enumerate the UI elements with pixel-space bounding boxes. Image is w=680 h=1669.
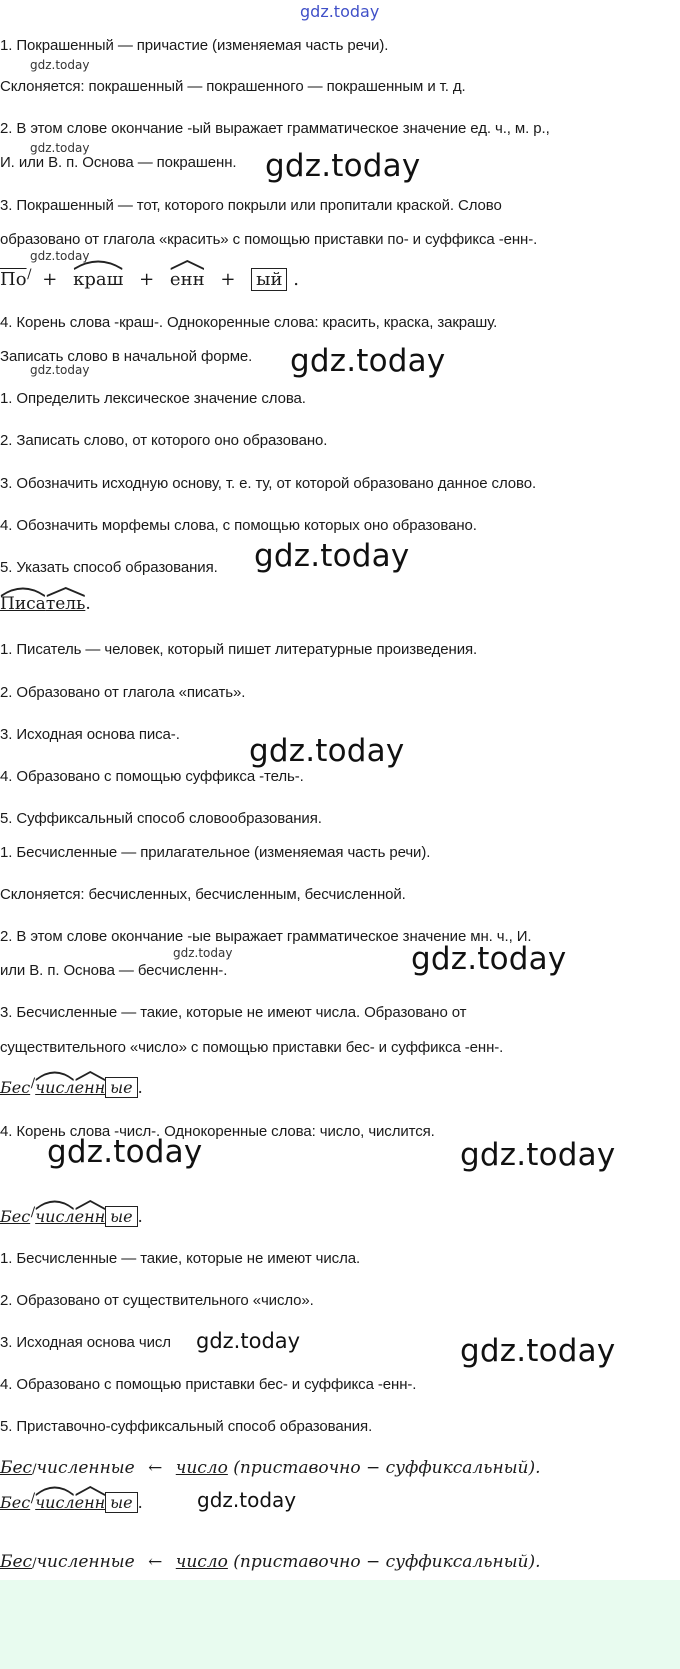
derivation-source: число	[175, 1552, 228, 1572]
suffix-mark: енн	[75, 1207, 106, 1226]
suffix-arc	[46, 587, 86, 597]
watermark-medium: gdz.today	[197, 1488, 297, 1512]
morpheme-scheme-beschislennye-3	[0, 1492, 143, 1513]
text-line: 5. Приставочно-суффиксальный способ образования.	[0, 1418, 373, 1435]
text-line: 3. Исходная основа писа-.	[0, 726, 180, 743]
derivation-note: (приставочно − суффиксальный).	[233, 1552, 541, 1572]
watermark-large: gdz.today	[47, 1134, 203, 1170]
stem-mark: Писа	[0, 594, 46, 614]
text-line: 3. Покрашенный — тот, которого покрыли или пропитали краской. Слово	[0, 197, 502, 214]
watermark-small: gdz.today	[173, 946, 233, 960]
prefix-mark: Бес /	[0, 1205, 36, 1226]
watermark-small: gdz.today	[30, 363, 90, 377]
text-line: 3. Исходная основа числ	[0, 1334, 171, 1351]
ending-box: ый	[251, 268, 287, 291]
text-line: 2. В этом слове окончание -ый выражает грамматическое значение ед. ч., м. р.,	[0, 120, 550, 137]
period: .	[293, 269, 299, 290]
watermark-large: gdz.today	[265, 148, 421, 184]
prefix-mark: Бес /	[0, 1491, 36, 1512]
text-line: 3. Бесчисленные — такие, которые не имеют числа. Образовано от	[0, 1004, 467, 1021]
watermark-large: gdz.today	[254, 538, 410, 574]
text-line: 1. Писатель — человек, который пишет литературные произведения.	[0, 641, 478, 658]
period: .	[137, 1207, 143, 1226]
suffix-arc	[75, 1200, 106, 1210]
morpheme-scheme-beschislennye	[0, 1077, 143, 1098]
suffix-mark: енн	[75, 1493, 106, 1512]
suffix-mark: енн	[170, 269, 205, 290]
text-line: 4. Образовано с помощью суффикса -тель-.	[0, 768, 304, 785]
text-line: 4. Обозначить морфемы слова, с помощью которых оно образовано.	[0, 517, 477, 534]
watermark-small: gdz.today	[30, 141, 90, 155]
suffix-arc	[75, 1486, 106, 1496]
ending-box: ые	[105, 1492, 138, 1513]
prefix-tick: /	[30, 1491, 36, 1506]
derivation-arrow: ←	[148, 1552, 163, 1572]
text-line: 1. Бесчисленные — такие, которые не имеют числа.	[0, 1250, 361, 1267]
suffix-mark: енн	[75, 1078, 106, 1097]
derivation-word: численные	[36, 1458, 135, 1478]
text-line: 4. Образовано с помощью приставки бес- и суффикса -енн-.	[0, 1376, 417, 1393]
text-line: или В. п. Основа — бесчисленн-.	[0, 962, 228, 979]
root-arc	[73, 260, 123, 270]
root-mark: краш	[73, 269, 123, 290]
derivation-note: (приставочно − суффиксальный).	[233, 1458, 541, 1478]
text-line: 4. Корень слова -числ-. Однокоренные слова: число, числится.	[0, 1123, 435, 1140]
text-line: образовано от глагола «красить» с помощью приставки по- и суффикса -енн-.	[0, 231, 538, 248]
plus-sign: +	[220, 269, 236, 290]
text-line: 5. Суффиксальный способ словообразования.	[0, 810, 322, 827]
suffix-mark: тель	[46, 594, 86, 614]
watermark-small: gdz.today	[30, 58, 90, 72]
suffix-arc	[170, 260, 205, 270]
watermark-large: gdz.today	[411, 941, 567, 977]
top-watermark: gdz.today	[300, 2, 380, 21]
prefix-tick: /	[30, 1076, 36, 1091]
period: .	[85, 594, 91, 614]
ending-box: ые	[105, 1206, 138, 1227]
watermark-small: gdz.today	[30, 249, 90, 263]
root-mark: числ	[35, 1493, 74, 1512]
derivation-line	[0, 1458, 541, 1478]
text-line: существительного «число» с помощью приставки бес- и суффикса -енн-.	[0, 1039, 504, 1056]
text-line: 1. Покрашенный — причастие (изменяемая часть речи).	[0, 37, 389, 54]
prefix-mark: Бес /	[0, 1076, 36, 1097]
plus-sign: +	[42, 269, 58, 290]
text-line: 2. В этом слове окончание -ые выражает грамматическое значение мн. ч., И.	[0, 928, 532, 945]
period: .	[137, 1493, 143, 1512]
text-line: 3. Обозначить исходную основу, т. е. ту, от которой образовано данное слово.	[0, 475, 537, 492]
text-line: 2. Образовано от существительного «число».	[0, 1292, 314, 1309]
watermark-large: gdz.today	[460, 1333, 616, 1369]
watermark-large: gdz.today	[249, 733, 405, 769]
prefix-mark: По /	[0, 267, 32, 290]
root-arc	[35, 1486, 74, 1496]
root-arc	[35, 1071, 74, 1081]
text-line: 1. Определить лексическое значение слова.	[0, 390, 306, 407]
prefix-tick: /	[32, 1556, 37, 1571]
prefix-tick: /	[27, 267, 32, 282]
derivation-source: число	[175, 1458, 228, 1478]
highlight-band	[0, 1580, 680, 1669]
text-line: Записать слово в начальной форме.	[0, 348, 253, 365]
morpheme-scheme-pokrashennyj	[0, 268, 299, 291]
ending-box: ые	[105, 1077, 138, 1098]
stem-arc	[0, 587, 46, 597]
text-line: 5. Указать способ образования.	[0, 559, 218, 576]
morpheme-scheme-pisatel	[0, 594, 91, 614]
root-arc	[35, 1200, 74, 1210]
root-mark: числ	[35, 1207, 74, 1226]
text-line: 2. Записать слово, от которого оно образовано.	[0, 432, 328, 449]
derivation-arrow: ←	[148, 1458, 163, 1478]
plus-sign: +	[139, 269, 155, 290]
derivation-line-2	[0, 1552, 541, 1572]
derivation-word: численные	[36, 1552, 135, 1572]
text-line: И. или В. п. Основа — покрашенн.	[0, 154, 237, 171]
text-line: 1. Бесчисленные — прилагательное (изменяемая часть речи).	[0, 844, 431, 861]
text-line: Склоняется: покрашенный — покрашенного — покрашенным и т. д.	[0, 78, 466, 95]
text-line: 2. Образовано от глагола «писать».	[0, 684, 246, 701]
derivation-prefix: Бес	[0, 1552, 33, 1572]
text-line: Склоняется: бесчисленных, бесчисленным, бесчисленной.	[0, 886, 406, 903]
morpheme-scheme-beschislennye-2	[0, 1206, 143, 1227]
period: .	[137, 1078, 143, 1097]
prefix-tick: /	[32, 1462, 37, 1477]
derivation-prefix: Бес	[0, 1458, 33, 1478]
watermark-large: gdz.today	[460, 1137, 616, 1173]
suffix-arc	[75, 1071, 106, 1081]
prefix-tick: /	[30, 1205, 36, 1220]
watermark-medium: gdz.today	[196, 1329, 301, 1353]
text-line: 4. Корень слова -краш-. Однокоренные слова: красить, краска, закрашу.	[0, 314, 498, 331]
root-mark: числ	[35, 1078, 74, 1097]
watermark-large: gdz.today	[290, 343, 446, 379]
